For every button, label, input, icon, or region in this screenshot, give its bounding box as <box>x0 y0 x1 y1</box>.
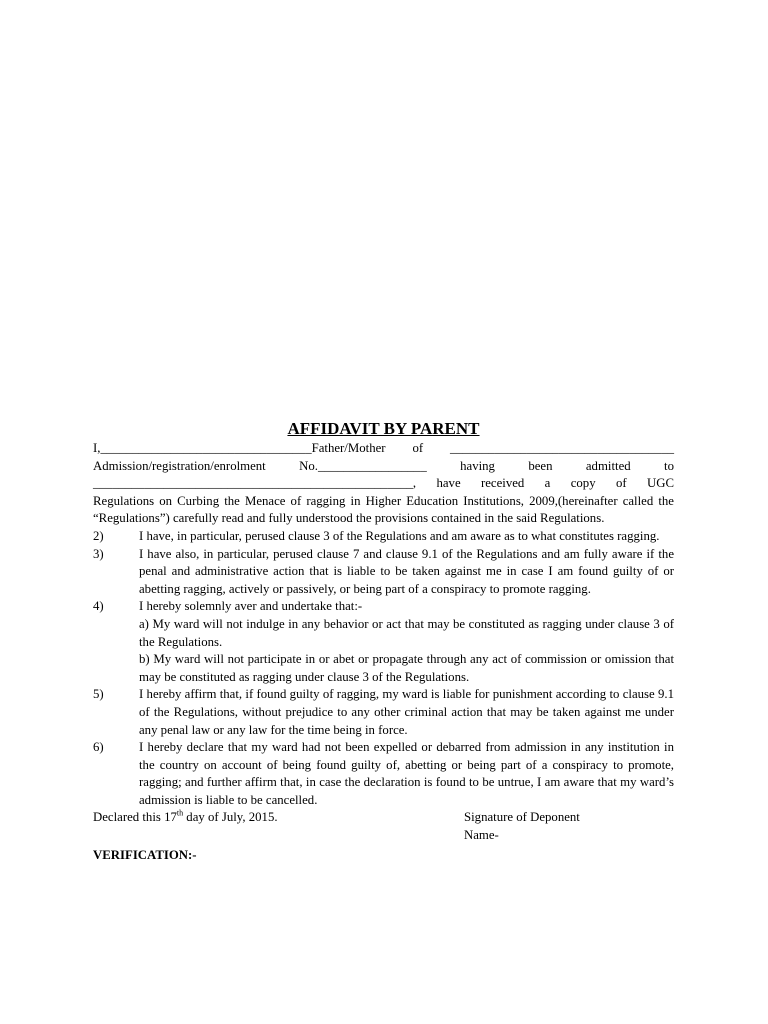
clause-number: 2) <box>93 528 104 543</box>
name-line <box>93 827 674 845</box>
verification-heading: VERIFICATION:- <box>93 847 197 862</box>
clause-number: 6) <box>93 740 104 755</box>
signature-label: Signature of Deponent <box>464 810 580 825</box>
declared-date: Declared this 17th day of July, 2015. <box>93 809 278 825</box>
intro-line-3: __________________________________________________, have received a copy of UGC <box>93 476 674 491</box>
clause-text: I hereby affirm that, if found guilty of ragging, my ward is liable for punishment according to clause 9.1 of the Regulations, without prejudice to any other criminal action that may be taken against me under any penal law or any law for the time being in force. <box>139 687 674 737</box>
clause-number: 3) <box>93 546 104 561</box>
clause-subitem-b: b) My ward will not participate in or abet or propagate through any act of commission or omission that may be constituted as ragging under clause 3 of the Regulations. <box>139 652 674 684</box>
day-suffix: th <box>176 809 184 819</box>
clause-body <box>139 598 674 686</box>
clause-item-3 <box>93 546 674 599</box>
declaration-line <box>93 809 674 827</box>
clause-subitem-a: a) My ward will not indulge in any behavior or act that may be constituted as ragging under clause 3 of the Regulations. <box>139 616 674 649</box>
name-label: Name- <box>464 828 499 843</box>
clause-text: I hereby solemnly aver and undertake that:- <box>139 599 363 614</box>
clause-item-6 <box>93 739 674 809</box>
intro-line-2: Admission/registration/enrolment No._________________ having been admitted to <box>93 458 674 473</box>
clause-text: I have also, in particular, perused clause 7 and clause 9.1 of the Regulations and am fully aware if the penal and administrative action that is liable to be taken against me in case I am found guilty of or abetting ragging, actively or passively, or being part of a conspiracy to promote ragging. <box>139 546 674 596</box>
clause-number: 5) <box>93 687 104 702</box>
clause-text: I have, in particular, perused clause 3 of the Regulations and am aware as to what constitutes ragging. <box>139 528 660 543</box>
affidavit-document <box>93 418 674 864</box>
clause-number: 4) <box>93 599 104 614</box>
document-title: AFFIDAVIT BY PARENT <box>287 419 480 438</box>
clause-text: I hereby declare that my ward had not been expelled or debarred from admission in any institution in the country on account of being found guilty of, abetting or being part of a conspiracy to promote, ragging; and further affirm that, in case the declaration is found to be untrue, I am aware that my ward’s admission is liable to be cancelled. <box>139 740 674 807</box>
intro-line-1: I,_________________________________Father/Mother of ___________________________________ <box>93 441 674 455</box>
clause-item-2 <box>93 528 674 546</box>
clause-item-4 <box>93 598 674 686</box>
clause-item-5 <box>93 686 674 739</box>
intro-paragraph: Regulations on Curbing the Menace of ragging in Higher Education Institutions, 2009,(hereinafter called the “Regulations”) carefully read and fully understood the provisions contained in the said Regulations. <box>93 493 674 526</box>
